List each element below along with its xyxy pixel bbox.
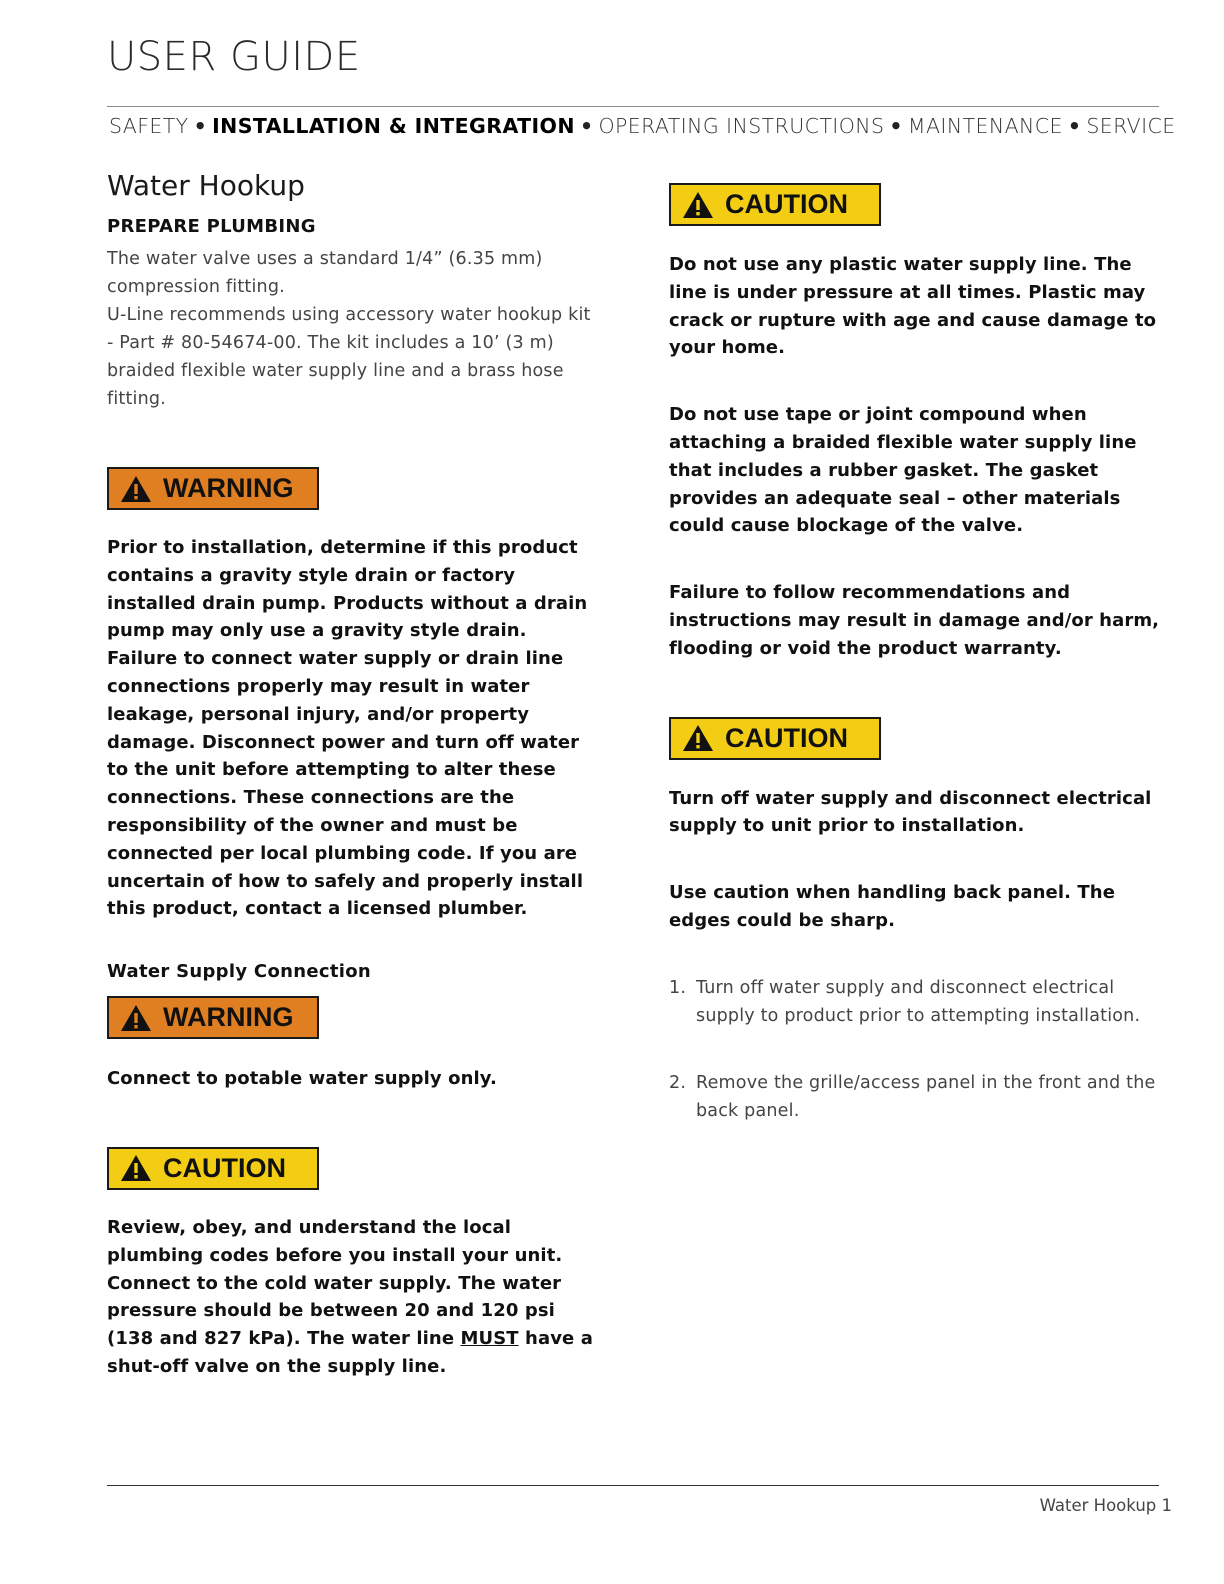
nav-item-maintenance[interactable]: MAINTENANCE	[907, 114, 1063, 138]
plumbing-codes-text: Review, obey, and understand the local plumbing codes before you install your unit. Connect to the cold water supply. The water pressure should be between 20 and 120 psi (138 and 827 kPa). The water line MUST have a shut-off valve on the supply line.	[107, 1216, 593, 1377]
warning-label	[107, 467, 319, 510]
warning-label-text: WARNING	[163, 473, 294, 503]
caution-label-text: CAUTION	[725, 189, 848, 219]
warning-triangle-icon	[119, 474, 153, 504]
nav-separator: •	[579, 114, 594, 138]
warning-label-text: WARNING	[163, 1002, 294, 1033]
warning-text: Prior to installation, determine if this product contains a gravity style drain or factory installed drain pump. Products without a drain pump may only use a gravity style drain. Failure to connect water supply or drain line connections properly may result in water leakage, personal injury, and/or property damage. Disconnect power and turn off water to the unit before attempting to alter these connections. These connections are the responsibility of the owner and must be connected per local plumbing code. If you are uncertain of how to safely and properly install this product, contact a licensed plumber.	[107, 537, 588, 920]
warning-triangle-icon	[681, 723, 715, 753]
list-item: 1. Turn off water supply and disconnect electrical supply to product prior to attempting installation.	[669, 977, 1141, 1026]
caution-label-text: CAUTION	[163, 1152, 286, 1183]
right-column	[669, 183, 1169, 1125]
tape-compound-text: Do not use tape or joint compound when attaching a braided flexible water supply line that includes a rubber gasket. The gasket provides an adequate seal – other materials could cause blockage of the valve.	[669, 404, 1137, 537]
header-divider	[107, 106, 1159, 107]
caution-label	[669, 717, 881, 760]
caution-label-text: CAUTION	[725, 722, 848, 753]
warning-triangle-icon	[119, 1003, 153, 1033]
page-footer: Water Hookup 1	[1039, 1496, 1172, 1515]
nav-separator: •	[1067, 114, 1082, 138]
list-item: 2. Remove the grille/access panel in the front and the back panel.	[669, 1072, 1156, 1121]
prepare-plumbing-heading: PREPARE PLUMBING	[107, 216, 316, 237]
prepare-text-2: U-Line recommends using accessory water hookup kit - Part # 80-54674-00. The kit includes a 10’ (3 m) braided flexible water supply line and a brass hose fitting.	[107, 305, 591, 409]
nav-separator: •	[889, 114, 903, 138]
failure-warning-text: Failure to follow recommendations and instructions may result in damage and/or harm, flooding or void the product warranty.	[669, 582, 1160, 659]
caution-label	[669, 183, 881, 226]
warning-label	[107, 996, 319, 1039]
nav-item-service[interactable]: SERVICE	[1086, 114, 1176, 138]
steps-list	[669, 974, 1169, 1125]
must-emphasis: MUST	[460, 1328, 519, 1350]
document-title: USER GUIDE	[107, 34, 361, 80]
warning-triangle-icon	[681, 190, 715, 220]
back-panel-text: Use caution when handling back panel. The edges could be sharp.	[669, 882, 1116, 931]
water-supply-heading: Water Supply Connection	[107, 961, 371, 983]
left-column	[107, 165, 597, 1381]
caution-label	[107, 1147, 319, 1190]
section-title: Water Hookup	[107, 169, 305, 202]
nav-item-safety[interactable]: SAFETY	[109, 114, 189, 138]
prepare-text-1: The water valve uses a standard 1/4” (6.35 mm) compression fitting.	[107, 249, 543, 297]
section-navigation	[109, 114, 1176, 138]
nav-item-installation[interactable]: INSTALLATION & INTEGRATION	[212, 114, 575, 138]
potable-water-text: Connect to potable water supply only.	[107, 1068, 497, 1090]
nav-item-operating[interactable]: OPERATING INSTRUCTIONS	[598, 114, 885, 138]
footer-divider	[107, 1485, 1159, 1486]
turn-off-supply-text: Turn off water supply and disconnect electrical supply to unit prior to installation.	[669, 787, 1152, 837]
plastic-line-text: Do not use any plastic water supply line. The line is under pressure at all times. Plastic may crack or rupture with age and cause damage to your home.	[669, 254, 1157, 359]
nav-separator: •	[193, 114, 208, 138]
warning-triangle-icon	[119, 1153, 153, 1183]
